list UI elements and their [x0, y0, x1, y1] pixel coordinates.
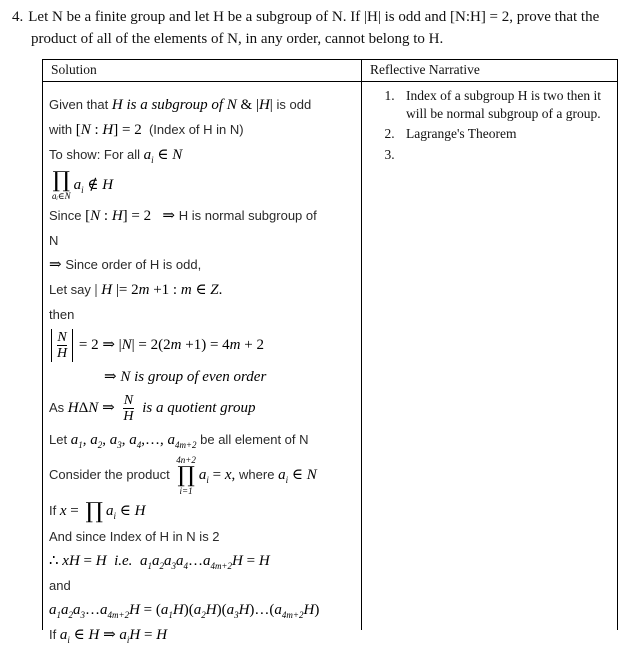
math-segment: $a_i$	[106, 503, 117, 522]
math-segment: $a_3$	[226, 602, 239, 620]
math-segment: = (	[139, 602, 161, 618]
math-segment: $a_{4m+2}$	[100, 602, 130, 620]
math-segment: ∈	[191, 282, 211, 298]
math-segment: N	[306, 467, 317, 484]
pi-glyph: ∏	[177, 463, 195, 488]
math-segment: $a_1$	[160, 602, 173, 620]
text-segment: be all element of N	[196, 432, 309, 447]
solution-line	[49, 120, 358, 140]
math-segment: H	[232, 553, 243, 569]
math-segment: + 2	[240, 337, 264, 354]
solution-line	[49, 206, 358, 226]
subscript: 2	[159, 561, 164, 571]
math-segment: $a_3$	[109, 432, 122, 450]
problem-text: Let N be a finite group and let H be a subgroup of N. If |H| is odd and [N:H] = 2, prove that the product of all of the elements of N, in any order, cannot belong to H.	[28, 9, 600, 47]
solution-line	[49, 392, 358, 425]
math-segment: $a_i$	[73, 177, 84, 196]
subscript: 4	[136, 440, 142, 450]
subscript: 1	[56, 610, 61, 620]
math-segment: $a_i$	[198, 467, 209, 486]
text-segment: Consider the product	[49, 467, 174, 483]
math-segment: ⇒	[104, 369, 121, 385]
solution-line	[49, 527, 358, 546]
solution-line	[49, 255, 358, 275]
table-body-row	[43, 82, 617, 645]
math-segment: is a subgroup of N	[122, 97, 241, 113]
product-lower-limit: aᵢ∈N	[52, 191, 71, 201]
math-segment: H	[129, 602, 140, 618]
subscript: 2	[97, 440, 103, 450]
math-segment: ∈	[69, 627, 89, 643]
fraction: $\frac{N}{H}$	[123, 393, 134, 424]
solution-content	[43, 82, 362, 645]
math-segment: ,	[231, 467, 240, 484]
math-segment: H	[129, 627, 141, 643]
math-segment: x	[59, 503, 67, 520]
math-segment: $a_3$	[163, 553, 176, 571]
math-segment: H	[101, 282, 113, 298]
text-segment: Given that	[49, 97, 112, 112]
math-segment: H	[205, 602, 217, 618]
subscript: i	[67, 635, 70, 645]
solution-line	[49, 625, 358, 645]
math-segment: H	[111, 97, 123, 113]
narrative-item: 1. Index of a subgroup H is two then it will be normal subgroup of a group.	[398, 87, 611, 122]
solution-line	[49, 551, 358, 571]
product-symbol	[52, 170, 71, 201]
subscript: 1	[78, 440, 83, 450]
math-segment: ∈	[288, 467, 307, 484]
math-segment: x	[224, 467, 232, 484]
subscript: i	[206, 475, 209, 486]
math-segment: H	[303, 602, 315, 618]
math-segment: [	[75, 122, 81, 138]
math-segment: $a_{4m+2}$	[202, 553, 233, 571]
math-segment: |	[269, 97, 277, 113]
subscript: i	[81, 185, 84, 196]
subscript: 3	[234, 610, 239, 620]
math-segment: m	[138, 282, 150, 298]
math-segment: H	[134, 503, 146, 520]
text-segment: As	[49, 400, 68, 416]
text-segment: (Index of H in N)	[141, 122, 244, 137]
math-segment: $a_{4m+2}$	[167, 432, 197, 450]
math-segment: |= 2	[112, 282, 139, 298]
math-segment: $a_i$	[143, 147, 154, 165]
math-segment: N	[88, 400, 99, 417]
math-segment: $a_{4m+2}$	[274, 602, 304, 620]
solution-line	[49, 305, 358, 324]
math-segment: xH	[62, 553, 80, 569]
solution-line	[49, 95, 358, 115]
math-segment: H	[238, 602, 250, 618]
text-segment: H is normal subgroup of	[178, 208, 317, 223]
text-segment: is odd	[276, 97, 312, 112]
math-segment: )(	[183, 602, 194, 618]
math-segment: N	[90, 208, 101, 224]
solution-line	[49, 576, 358, 595]
math-segment: | = 2(2	[131, 337, 171, 354]
math-segment: ] = 2	[122, 208, 152, 224]
math-segment: )	[314, 602, 320, 618]
math-segment: & |	[240, 97, 259, 113]
problem-statement	[12, 7, 631, 50]
math-segment: …	[187, 553, 203, 569]
math-segment: ,…,	[141, 432, 168, 448]
solution-line	[49, 170, 358, 201]
math-segment: ∉	[83, 177, 103, 194]
text-segment: then	[49, 307, 75, 322]
math-segment: ,	[82, 432, 91, 448]
product-symbol	[85, 501, 103, 522]
text-segment: If	[49, 627, 60, 642]
subscript: 1	[168, 610, 173, 620]
subscript: 3	[171, 561, 176, 571]
narrative-list	[366, 87, 611, 163]
math-segment: ,	[121, 432, 130, 448]
math-segment: H	[258, 97, 270, 113]
math-segment: H	[67, 400, 79, 417]
table-header-row	[43, 60, 617, 82]
subscript: 3	[80, 610, 85, 620]
product-symbol	[176, 455, 196, 496]
text-segment: If	[49, 503, 60, 519]
problem-number: 4.	[12, 9, 24, 25]
narrative-header: Reflective Narrative	[370, 62, 480, 77]
math-segment: $a_2$	[61, 602, 73, 620]
fraction-numerator: N	[123, 393, 134, 408]
math-segment: :	[90, 122, 103, 138]
math-segment: ∴	[49, 553, 63, 569]
subscript: 4	[183, 561, 188, 571]
math-segment: H	[102, 122, 114, 138]
product-upper-limit: 4n+2	[176, 455, 196, 465]
math-segment: N	[121, 337, 132, 354]
fraction-numerator: N	[57, 330, 67, 345]
text-segment: To show: For all	[49, 147, 144, 162]
math-segment: is a quotient group	[138, 400, 256, 417]
subscript: 4m+2	[210, 561, 233, 571]
text-segment: Let say	[49, 282, 95, 297]
narrative-item: 2. Lagrange's Theorem	[398, 125, 611, 143]
math-segment: $a_1$	[139, 553, 152, 571]
text-segment: where	[239, 467, 279, 483]
math-segment: m	[170, 337, 182, 354]
math-segment: Δ	[78, 400, 89, 417]
math-segment: ⇒	[99, 627, 120, 643]
math-segment: $a_i$	[59, 627, 70, 645]
text-segment: Since	[49, 208, 86, 223]
subscript: i	[151, 155, 154, 165]
math-segment: =	[208, 467, 225, 484]
math-segment: $a_3$	[73, 602, 85, 620]
math-segment: i.e.	[114, 553, 133, 569]
math-segment: H	[102, 177, 114, 194]
math-segment	[107, 553, 115, 569]
product-lower-limit: i=1	[179, 486, 193, 496]
solution-line	[49, 231, 358, 250]
solution-table	[42, 59, 618, 645]
subscript: 2	[201, 610, 206, 620]
math-segment: $a_2$	[90, 432, 103, 450]
pi-glyph: ∏	[52, 168, 71, 193]
text-segment: and	[49, 578, 71, 593]
text-segment: Since order of H is odd,	[65, 257, 202, 272]
solution-line	[49, 501, 358, 522]
pi-glyph: ∏	[85, 499, 103, 524]
math-segment: =	[140, 627, 157, 643]
math-segment: |	[94, 282, 102, 298]
math-segment: $a_1$	[70, 432, 83, 450]
math-segment: ∈	[116, 503, 135, 520]
subscript: 1	[147, 561, 152, 571]
math-segment: H	[156, 627, 168, 643]
math-segment: =	[79, 553, 96, 569]
subscript: 4m+2	[107, 610, 130, 620]
narrative-item	[398, 146, 611, 164]
math-segment: .	[218, 282, 223, 298]
math-segment: …	[85, 602, 100, 618]
narrative-content	[362, 82, 617, 630]
math-segment: $a_i$	[119, 627, 130, 645]
solution-line	[49, 455, 358, 496]
subscript: 2	[68, 610, 73, 620]
text-segment: And since Index of H in N is 2	[49, 529, 220, 544]
solution-line	[49, 430, 358, 450]
subscript: i	[113, 511, 117, 522]
math-segment: N is group of even order	[120, 369, 267, 385]
math-segment: [	[85, 208, 91, 224]
math-segment: H	[95, 553, 107, 569]
math-segment: +1) = 4	[181, 337, 230, 354]
math-segment: m	[229, 337, 241, 354]
math-segment: N	[80, 122, 91, 138]
math-segment	[132, 553, 140, 569]
math-segment: ∈	[153, 147, 173, 163]
solution-line	[49, 329, 358, 362]
math-segment: m	[180, 282, 192, 298]
math-segment: Z	[210, 282, 219, 298]
document-page	[0, 7, 623, 645]
subscript: i	[285, 475, 289, 486]
math-segment: ⇒	[151, 208, 179, 224]
text-segment: Let	[49, 432, 71, 447]
math-segment: =	[66, 503, 83, 520]
math-segment: ⇒	[98, 400, 119, 417]
math-segment: =	[242, 553, 259, 569]
math-segment: $a_2$	[193, 602, 206, 620]
math-segment: = 2 ⇒ |	[75, 337, 122, 354]
solution-line	[49, 145, 358, 165]
math-segment: )(	[216, 602, 227, 618]
math-segment: H	[88, 627, 100, 643]
math-segment: $a_4$	[175, 553, 188, 571]
math-segment: H	[111, 208, 123, 224]
solution-line	[49, 280, 358, 300]
math-segment: H	[172, 602, 184, 618]
text-segment: with	[49, 122, 76, 137]
math-segment: :	[100, 208, 112, 224]
text-segment: N	[49, 233, 59, 248]
subscript: 4m+2	[281, 610, 304, 620]
math-segment: ,	[102, 432, 110, 448]
subscript: i	[126, 635, 130, 645]
math-segment: )…(	[249, 602, 275, 618]
solution-line	[49, 600, 358, 620]
subscript: 3	[117, 440, 122, 450]
math-segment: N	[172, 147, 183, 163]
subscript: 4m+2	[174, 440, 197, 450]
math-segment: $a_i$	[278, 467, 289, 486]
math-segment: H	[258, 553, 270, 569]
math-segment: ⇒	[49, 257, 66, 273]
math-segment: $a_1$	[49, 602, 61, 620]
solution-header: Solution	[43, 60, 362, 81]
fraction: $\frac{N}{H}$	[51, 329, 73, 362]
solution-line	[104, 367, 358, 387]
math-segment: ] = 2	[113, 122, 142, 138]
math-segment: $a_4$	[129, 432, 142, 450]
math-segment: $a_2$	[151, 553, 164, 571]
math-segment: +1 :	[149, 282, 181, 298]
